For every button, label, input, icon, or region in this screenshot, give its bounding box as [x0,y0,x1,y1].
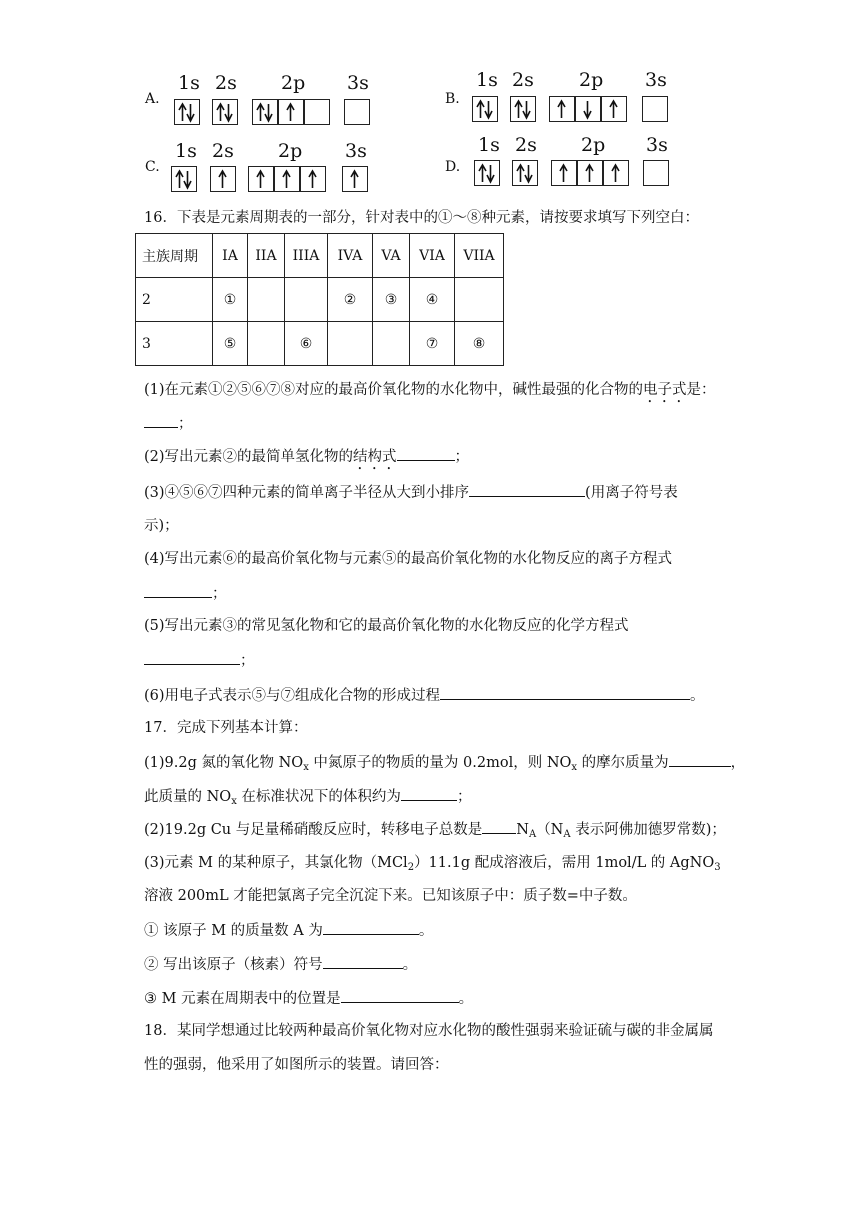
q16-sub1-text: (1)在元素①②⑤⑥⑦⑧对应的最高价氧化物的水化物中，碱性最强的化合物的 [144,382,644,398]
orbital-box [575,96,601,122]
spin-up-arrow-icon [257,104,264,121]
q16-sub1-emphasis: 电子式 [643,382,687,398]
q17-sub2-text: (2)19.2g Cu 与足量稀硝酸反应时，转移电子总数是 [144,822,483,838]
q17-item-text: ② 写出该原子（核素）符号 [144,957,323,973]
q17-sub1-text: 的摩尔质量为 [577,755,669,771]
orbital-box [603,160,629,186]
punctuation: 。 [458,991,474,1007]
table-cell [328,322,373,366]
table-cell: ⑧ [455,322,504,366]
orbital-label: 2s [212,140,234,162]
q17-sub1-text: 在标准状况下的体积约为 [236,789,401,805]
spin-down-arrow-icon [184,171,191,188]
orbital-box [174,99,200,125]
punctuation: ； [456,789,472,805]
spin-up-arrow-icon [517,165,524,182]
answer-blank[interactable] [397,446,455,461]
q17-sub3-text: ）11.1g 配成溶液后，需用 1mol/L 的 AgNO [414,855,715,871]
table-cell: ④ [410,278,455,322]
punctuation: 。 [690,688,705,704]
orbital-box [472,96,498,122]
q16-sub5-answer-line [144,650,255,671]
spin-down-arrow-icon [584,101,591,118]
table-cell: ③ [373,278,410,322]
table-header-cell: IA [213,234,248,278]
electron-arrows [475,161,498,184]
q17-item-text: ③ M 元素在周期表中的位置是 [144,991,341,1007]
q17-sub3 [144,853,721,878]
spin-up-arrow-icon [283,171,290,188]
orbital-label: 2s [512,69,534,91]
q17-sub2 [144,819,726,845]
orbital-label: 1s [178,72,200,94]
q17-sub2-text: 表示阿佛加德罗常数)； [570,822,726,838]
q17-sub1-text: 中氮原子的物质的量为 0.2mol，则 NO [308,755,572,771]
answer-blank[interactable] [440,685,690,700]
electron-arrows [602,97,625,120]
table-header-cell: IIIA [285,234,328,278]
electron-arrows [513,161,536,184]
orbital-box [300,166,326,192]
q16-intro: 16．下表是元素周期表的一部分，针对表中的①～⑧种元素，请按要求填写下列空白： [144,210,699,226]
answer-blank[interactable] [401,786,457,801]
table-cell: ⑥ [285,322,328,366]
subscript: x [303,762,309,773]
answer-blank[interactable] [323,954,403,969]
orbital-label: 2p [579,69,604,91]
electron-arrows [644,161,667,184]
electron-arrows [578,161,601,184]
electron-arrows [643,97,666,120]
orbital-box [474,160,500,186]
spin-down-arrow-icon [485,101,492,118]
subscript: x [571,762,578,773]
spin-down-arrow-icon [265,104,272,121]
orbital-label: 3s [347,72,369,94]
orbital-label: 3s [345,140,367,162]
spin-up-arrow-icon [560,165,567,182]
punctuation: ； [454,449,470,465]
punctuation: ； [178,416,193,432]
table-cell [373,322,410,366]
electron-arrows [172,167,195,190]
electron-arrows [511,97,534,120]
spin-down-arrow-icon [525,165,532,182]
table-header-cell: VIIA [455,234,504,278]
spin-up-arrow-icon [287,104,294,121]
spin-up-arrow-icon [176,171,183,188]
orbital-label: 2p [581,134,606,156]
orbital-box [549,96,575,122]
q16-sub4: (4)写出元素⑥的最高价氧化物与元素⑤的最高价氧化物的水化物反应的离子方程式 [144,551,673,567]
electron-arrows [253,100,276,123]
table-cell: ⑦ [410,322,455,366]
periodic-table-excerpt [135,233,504,366]
q16-sub2-emphasis: 结构式 [353,449,397,465]
answer-blank[interactable] [144,650,240,665]
q16-sub2 [144,446,469,473]
spin-down-arrow-icon [225,104,232,121]
spin-up-arrow-icon [309,171,316,188]
punctuation: ， [730,755,746,771]
electron-arrows [211,167,234,190]
subscript: x [231,796,237,807]
q16-sub2-text: (2)写出元素②的最简单氢化物的 [144,449,354,465]
table-cell: ① [213,278,248,322]
spin-up-arrow-icon [610,101,617,118]
electron-arrows [279,100,302,123]
subscript: 3 [714,862,721,873]
q17-sub2-text: （N [536,822,564,838]
orbital-label: 1s [175,140,197,162]
q16-sub4-answer-line [144,583,227,604]
orbital-box [510,96,536,122]
table-header-cell: VIA [410,234,455,278]
punctuation: 。 [402,957,418,973]
q17-sub3-item2 [144,954,417,975]
orbital-box [171,166,197,192]
q17-sub1-text: 此质量的 NO [144,789,232,805]
spin-up-arrow-icon [351,171,358,188]
orbital-box [304,99,330,125]
q16-sub3-text-tail: (用离子符号表 [585,485,678,501]
punctuation: ； [240,653,255,669]
table-row [136,278,504,322]
table-cell [248,322,285,366]
answer-blank[interactable] [669,752,731,767]
orbital-box [551,160,577,186]
q16-sub6 [144,685,705,706]
q16-sub5: (5)写出元素③的常见氢化物和它的最高价氧化物的水化物反应的化学方程式 [144,618,629,634]
option-letter: D. [445,159,461,175]
q16-sub1 [144,380,716,406]
electron-arrows [576,97,599,120]
orbital-box [212,99,238,125]
electron-arrows [275,167,298,190]
q16-sub6-text: (6)用电子式表示⑤与⑦组成化合物的形成过程 [144,688,441,704]
q18-line1: 18．某同学想通过比较两种最高价氧化物对应水化物的酸性强弱来验证硫与碳的非金属属 [144,1023,714,1039]
orbital-label: 2p [281,72,306,94]
orbital-label: 3s [646,134,668,156]
table-cell [248,278,285,322]
spin-up-arrow-icon [558,101,565,118]
q16-sub1-text-end: 是： [686,382,716,398]
orbital-box [601,96,627,122]
answer-blank[interactable] [482,819,516,834]
table-header-row [136,234,504,278]
q17-sub1 [144,752,745,778]
electron-arrows [345,100,368,123]
spin-up-arrow-icon [217,104,224,121]
table-row [136,322,504,366]
orbital-box [512,160,538,186]
orbital-box [274,166,300,192]
subscript: A [563,829,571,840]
spin-down-arrow-icon [187,104,194,121]
orbital-label: 2s [515,134,537,156]
spin-up-arrow-icon [479,165,486,182]
q17-item-text: ① 该原子 M 的质量数 A 为 [144,923,323,939]
answer-blank[interactable] [341,988,459,1003]
orbital-label: 1s [476,69,498,91]
subscript: 2 [407,862,415,873]
option-letter: B. [445,91,460,107]
q16-sub3-cont: 示)； [144,518,179,534]
electron-arrows [604,161,627,184]
spin-up-arrow-icon [477,101,484,118]
orbital-label: 3s [645,69,667,91]
subscript: A [528,829,537,840]
orbital-box [642,96,668,122]
table-cell: 3 [136,322,213,366]
table-cell: 2 [136,278,213,322]
orbital-box [344,99,370,125]
spin-up-arrow-icon [586,165,593,182]
orbital-label: 2s [215,72,237,94]
answer-blank[interactable] [323,920,419,935]
electron-arrows [343,167,366,190]
table-cell [455,278,504,322]
spin-up-arrow-icon [515,101,522,118]
electron-arrows [175,100,198,123]
electron-arrows [301,167,324,190]
q16-sub3-text: (3)④⑤⑥⑦四种元素的简单离子半径从大到小排序 [144,485,470,501]
table-header-cell: IIA [248,234,285,278]
answer-blank[interactable] [144,583,212,598]
table-header-cell: 主族周期 [136,234,213,278]
orbital-box [248,166,274,192]
spin-up-arrow-icon [257,171,264,188]
q17-sub1-text: (1)9.2g 氮的氧化物 NO [144,755,304,771]
q16-sub1-answer-line [144,413,193,434]
q17-sub3-item1 [144,920,433,941]
q17-sub3-text: (3)元素 M 的某种原子，其氯化物（MCl [144,855,408,871]
orbital-box [252,99,278,125]
spin-down-arrow-icon [487,165,494,182]
electron-arrows [213,100,236,123]
punctuation: 。 [418,923,434,939]
answer-blank[interactable] [144,413,178,428]
electron-arrows [249,167,272,190]
electron-arrows [550,97,573,120]
orbital-label: 1s [478,134,500,156]
spin-up-arrow-icon [219,171,226,188]
spin-up-arrow-icon [612,165,619,182]
spin-down-arrow-icon [523,101,530,118]
q16-sub3 [144,482,678,503]
electron-arrows [473,97,496,120]
orbital-box [278,99,304,125]
table-cell: ② [328,278,373,322]
spin-up-arrow-icon [179,104,186,121]
electron-arrows [552,161,575,184]
table-cell: ⑤ [213,322,248,366]
q17-sub2-text: N [516,822,529,838]
option-letter: C. [145,159,160,175]
q17-sub3-item3 [144,988,473,1009]
orbital-box [342,166,368,192]
orbital-box [210,166,236,192]
punctuation: ； [212,586,227,602]
orbital-box [643,160,669,186]
q17-sub3-cont: 溶液 200mL 才能把氯离子完全沉淀下来。已知该原子中：质子数=中子数。 [144,888,637,904]
q17-intro: 17．完成下列基本计算： [144,720,308,736]
q17-sub1-cont [144,786,471,812]
orbital-label: 2p [278,140,303,162]
option-letter: A. [145,91,160,107]
table-header-cell: IVA [328,234,373,278]
table-cell [285,278,328,322]
electron-arrows [305,100,328,123]
q18-line2: 性的强弱，他采用了如图所示的装置。请回答： [144,1057,449,1073]
table-header-cell: VA [373,234,410,278]
answer-blank[interactable] [469,482,585,497]
orbital-box [577,160,603,186]
